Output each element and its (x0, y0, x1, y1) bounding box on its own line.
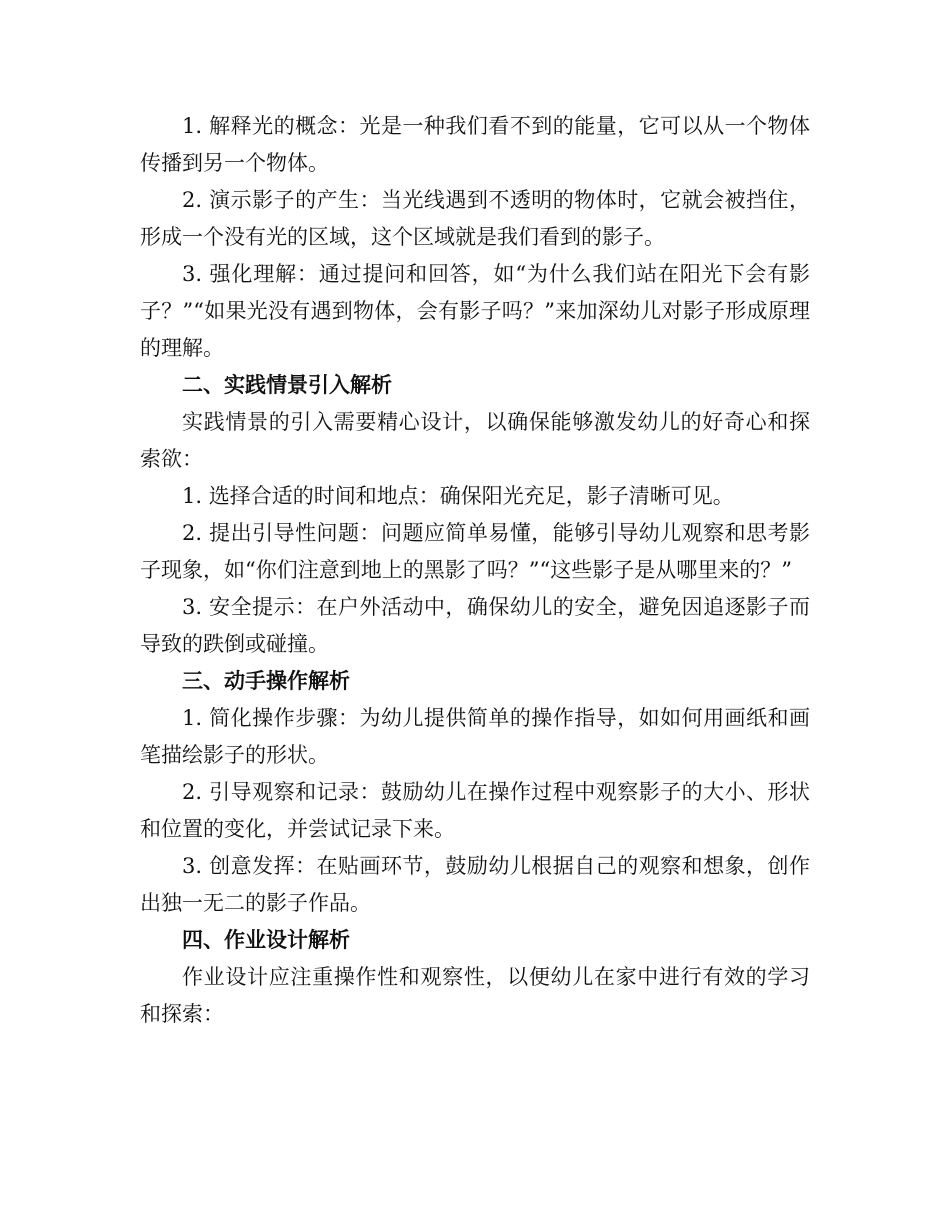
paragraph-time-place: 1. 选择合适的时间和地点：确保阳光充足，影子清晰可见。 (182, 484, 734, 508)
paragraph-light-concept: 1. 解释光的概念：光是一种我们看不到的能量，它可以从一个物体传播到另一个物体。 (140, 114, 810, 175)
section-heading-practice-scenario: 二、实践情景引入解析 (182, 373, 392, 397)
paragraph-observe-record: 2. 引导观察和记录：鼓励幼儿在操作过程中观察影子的大小、形状和位置的变化，并尝试记录下来。 (140, 780, 810, 841)
paragraph-reinforce-understanding: 3. 强化理解：通过提问和回答，如“为什么我们站在阳光下会有影子？”“如果光没有遇到物体，会有影子吗？”来加深幼儿对影子形成原理的理解。 (140, 262, 810, 360)
paragraph-guiding-questions: 2. 提出引导性问题：问题应简单易懂，能够引导幼儿观察和思考影子现象，如“你们注意到地上的黑影了吗？”“这些影子是从哪里来的？” (140, 521, 810, 582)
section-heading-homework: 四、作业设计解析 (182, 928, 350, 952)
document-page (140, 108, 810, 1033)
section-heading-hands-on: 三、动手操作解析 (182, 669, 350, 693)
paragraph-shadow-demo: 2. 演示影子的产生：当光线遇到不透明的物体时，它就会被挡住，形成一个没有光的区域，这个区域就是我们看到的影子。 (140, 188, 810, 249)
paragraph-scenario-intro: 实践情景的引入需要精心设计，以确保能够激发幼儿的好奇心和探索欲： (140, 410, 810, 471)
paragraph-simplify-steps: 1. 简化操作步骤：为幼儿提供简单的操作指导，如如何用画纸和画笔描绘影子的形状。 (140, 706, 810, 767)
paragraph-safety-tips: 3. 安全提示：在户外活动中，确保幼儿的安全，避免因追逐影子而导致的跌倒或碰撞。 (140, 595, 810, 656)
paragraph-homework-intro: 作业设计应注重操作性和观察性，以便幼儿在家中进行有效的学习和探索： (140, 965, 810, 1026)
paragraph-creativity: 3. 创意发挥：在贴画环节，鼓励幼儿根据自己的观察和想象，创作出独一无二的影子作品。 (140, 854, 810, 915)
